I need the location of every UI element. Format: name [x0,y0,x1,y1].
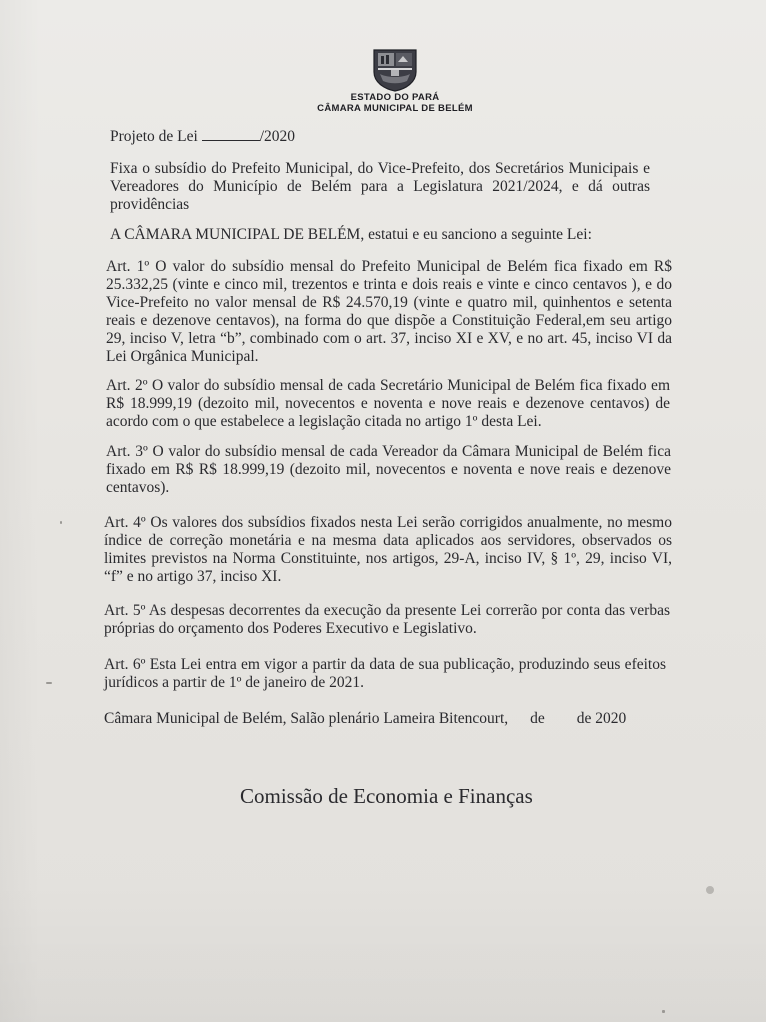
article-3: Art. 3º O valor do subsídio mensal de cada Vereador da Câmara Municipal de Belém fica fixado em R$ R$ 18.999,19 (dezoito mil, novecentos e noventa e nove reais e dezenove centavos). [106,443,671,496]
bill-number-blank [202,128,260,141]
paper-speck [706,886,714,894]
bill-number-suffix: /2020 [259,128,295,145]
state-name: ESTADO DO PARÁ [350,92,440,103]
closing-year: de 2020 [576,710,627,727]
page-shadow-left [0,0,40,1022]
article-6: Art. 6º Esta Lei entra em vigor a partir da data de sua publicação, produzindo seus efeitos jurídicos a partir de 1º de janeiro de 2021. [104,656,666,691]
closing-line [104,710,664,728]
page-shadow-bottom [0,882,766,1022]
municipal-coat-of-arms-icon [370,48,420,92]
committee-name: Comissão de Economia e Finanças [240,784,533,808]
article-5: Art. 5º As despesas decorrentes da execução da presente Lei correrão por conta das verbas próprias do orçamento dos Poderes Executivo e Legislativo. [104,602,670,637]
article-4: Art. 4º Os valores dos subsídios fixados nesta Lei serão corrigidos anualmente, no mesmo índice de correção monetária e na mesma data aplicados aos servidores, observados os limites previstos na Norma Constituinte, nos artigos, 29-A, inciso IV, § 1º, 29, inciso VI, “f” e no artigo 37, inciso XI. [104,514,672,585]
chamber-name: CÂMARA MUNICIPAL DE BELÉM [317,103,473,114]
article-2: Art. 2º O valor do subsídio mensal de cada Secretário Municipal de Belém fica fixado em R$ 18.999,19 (dezoito mil, novecentos e noventa e nove reais e dezenove centavos) de acordo com o que estabelece a legislação citada no artigo 1º desta Lei. [106,377,670,430]
enacting-clause: A CÂMARA MUNICIPAL DE BELÉM, estatui e eu sanciono a seguinte Lei: [110,226,592,243]
closing-place: Câmara Municipal de Belém, Salão plenário Lameira Bitencourt, [104,710,509,727]
letterhead [300,48,490,114]
paper-speck [60,521,62,524]
bill-number-prefix: Projeto de Lei [110,128,198,145]
bill-summary: Fixa o subsídio do Prefeito Municipal, do Vice-Prefeito, dos Secretários Municipais e Vereadores do Município de Belém para a Legislatura 2021/2024, e dá outras providências [110,160,650,213]
bill-number-line [110,128,670,146]
article-1: Art. 1º O valor do subsídio mensal do Prefeito Municipal de Belém fica fixado em R$ 25.332,25 (vinte e cinco mil, trezentos e trinta e dois reais e vinte e cinco centavos ), e do Vice-Prefeito no valor mensal de R$ 24.570,19 (vinte e quatro mil, quinhentos e setenta reais e dezenove centavos), na forma do que dispõe a Constituição Federal,em seu artigo 29, inciso V, letra “b”, combinado com o art. 37, inciso XI e XV, e no art. 45, inciso VI da Lei Orgânica Municipal. [106,258,672,365]
paper-speck [46,682,52,684]
paper-speck [662,1010,665,1013]
closing-de: de [530,710,545,727]
